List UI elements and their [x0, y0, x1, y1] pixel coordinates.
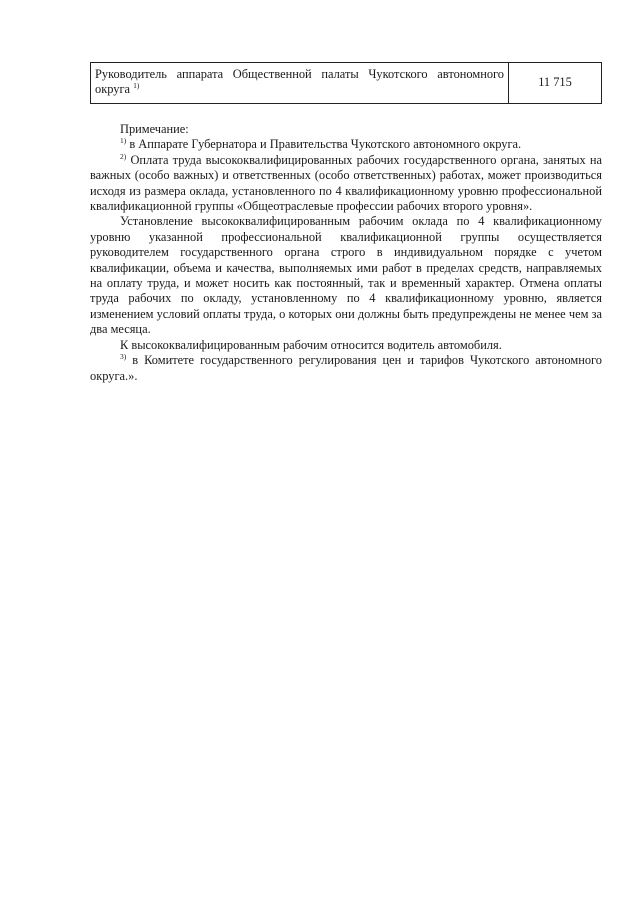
salary-table [90, 62, 602, 104]
footnote-marker: 2) [120, 151, 127, 161]
footnote-marker: 1) [120, 136, 127, 146]
establishment-paragraph: Установление высококвалифицированным рабочим оклада по 4 квалификационному уровню указанной профессиональной квалификационной группы осуществляется руководителем государственного органа строго в индивидуальном порядке с учетом квалификации, объема и качества, выполняемых ими работ в пределах средств, направляемых на оплату труда, и может носить как постоянный, так и временный характер. Отмена оплаты труда рабочих по окладу, установленному по 4 квалификационному уровню, является изменением условий оплаты труда, о которых они должны быть предупреждены не менее чем за два месяца. [90, 214, 602, 337]
notes-section [90, 122, 602, 384]
position-text: Руководитель аппарата Общественной палаты Чукотского автономного округа [95, 67, 504, 96]
note-2 [90, 153, 602, 215]
position-cell [91, 63, 509, 104]
note-2-text: Оплата труда высококвалифицированных рабочих государственного органа, занятых на важных (особо важных) и ответственных (особо ответственных) работах, может производиться исходя из размера оклада, установленного по 4 квалификационному уровню профессиональной квалификационной группы «Общеотраслевые профессии рабочих второго уровня». [90, 152, 602, 214]
driver-paragraph: К высококвалифицированным рабочим относится водитель автомобиля. [120, 337, 502, 352]
note-3-text: в Комитете государственного регулирования цен и тарифов Чукотского автономного округа.». [90, 353, 602, 383]
note-1 [90, 137, 602, 152]
footnote-marker: 3) [120, 352, 127, 362]
note-1-text: в Аппарате Губернатора и Правительства Чукотского автономного округа. [129, 137, 522, 152]
table-row [91, 63, 602, 104]
footnote-marker: 1) [133, 81, 140, 90]
amount-cell: 11 715 [509, 63, 602, 104]
note-3 [90, 353, 602, 384]
notes-heading: Примечание: [120, 122, 189, 136]
